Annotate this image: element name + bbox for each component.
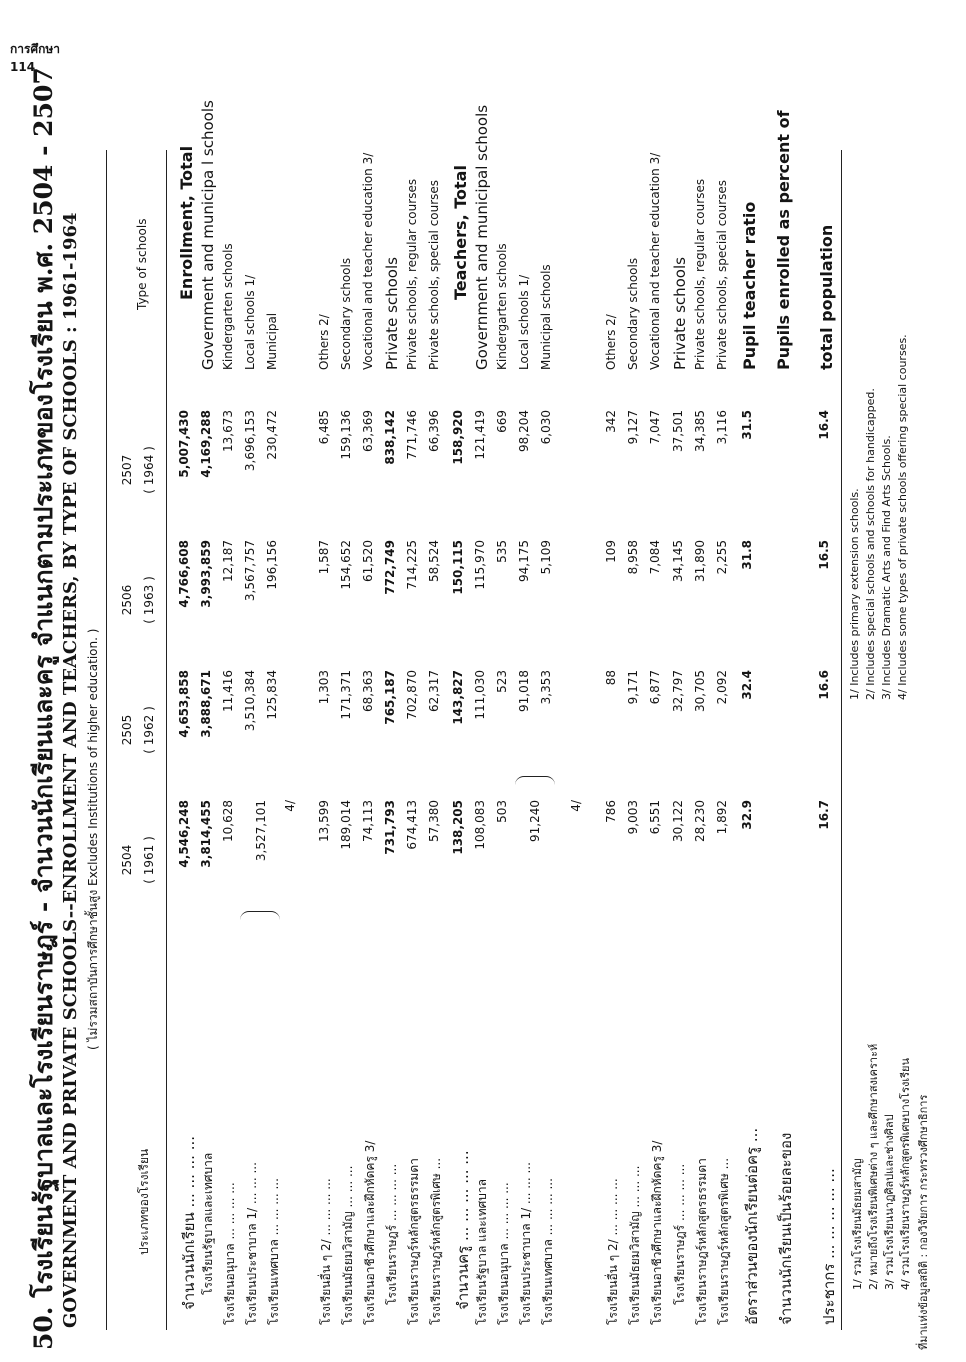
- footnote-english-3: 3/ Includes Dramatic Arts and Find Arts Schools.: [880, 435, 893, 700]
- year-1962-ce: ( 1962 ): [142, 706, 156, 754]
- table-row: [335, 110, 357, 1350]
- value-1961: 3,527,101: [254, 800, 268, 862]
- table-row: [261, 110, 297, 1350]
- value-1961: 74,113: [361, 800, 375, 842]
- table-row: [770, 110, 795, 1350]
- value-1962: 1,303: [317, 670, 331, 705]
- value-1963: 535: [495, 540, 509, 563]
- year-1961-ce: ( 1961 ): [142, 836, 156, 884]
- value-1963: 94,175: [517, 540, 531, 582]
- thai-label: อัตราส่วนของนักเรียนต่อครู ...: [743, 1127, 761, 1325]
- value-1961: 1,892: [715, 800, 729, 835]
- value-1961: 28,230: [693, 800, 707, 842]
- value-1964: 6,485: [317, 410, 331, 445]
- english-label: Private schools, regular courses: [693, 178, 707, 370]
- thai-label: โรงเรียนอาชีวศึกษาและฝึกหัดครู 3/: [363, 1140, 377, 1325]
- value-1961: 4/: [283, 800, 297, 812]
- section-label: การศึกษา: [10, 42, 60, 56]
- english-label: Private schools, special courses: [427, 179, 441, 370]
- bottom-rule: [841, 150, 842, 1330]
- english-label: Secondary schools: [626, 257, 640, 370]
- year-1963-be: 2506: [120, 584, 134, 616]
- value-1961: 4,546,248: [177, 800, 191, 868]
- value-1964: 66,396: [427, 410, 441, 452]
- value-1963: 3,993,859: [199, 540, 213, 608]
- english-label: Pupil teacher ratio: [740, 201, 759, 370]
- value-1961: 10,628: [221, 800, 235, 842]
- value-1961: 32.9: [740, 800, 754, 830]
- table-row: [469, 104, 491, 1350]
- value-1962: 30,705: [693, 670, 707, 712]
- table-row: [447, 110, 472, 1350]
- table-row: [736, 110, 761, 1350]
- table-row: [644, 110, 666, 1350]
- value-1962: 111,030: [473, 670, 487, 720]
- value-1962: 32,797: [671, 670, 685, 712]
- value-1962: 11,416: [221, 670, 235, 712]
- page-number: 114: [10, 60, 36, 74]
- thai-label: จำนวนครู ... ... ... ... ...: [454, 1150, 472, 1310]
- english-label: Local schools 1/: [517, 274, 531, 370]
- value-1961: 4/: [569, 800, 583, 812]
- value-1962: 32.4: [740, 670, 754, 700]
- value-1961: 3,814,455: [199, 800, 213, 868]
- value-1964: 34,385: [693, 410, 707, 452]
- value-1963: 196,156: [265, 540, 279, 590]
- value-1964: 37,501: [671, 410, 685, 452]
- value-1963: 2,255: [715, 540, 729, 575]
- table-row: [813, 110, 838, 1350]
- thai-label: โรงเรียนรัฐบาลและเทศบาล: [201, 1152, 215, 1295]
- value-1962: 91,018: [517, 670, 531, 712]
- rotated-table-page: [18, 67, 948, 1350]
- value-1961: 6,551: [648, 800, 662, 835]
- footnote-thai-1: 1/ รวมโรงเรียนมัธยมสามัญ: [851, 1158, 864, 1290]
- english-label: Government and municipal schools: [473, 104, 491, 370]
- table-row: [313, 110, 335, 1350]
- value-1963: 5,109: [539, 540, 553, 575]
- value-1964: 230,472: [265, 410, 279, 460]
- value-1963: 154,652: [339, 540, 353, 590]
- english-label: Private schools: [671, 257, 689, 370]
- value-1963: 7,084: [648, 540, 662, 575]
- english-label: total population: [817, 224, 836, 370]
- value-1963: 3,567,757: [243, 540, 257, 602]
- value-1962: 62,317: [427, 670, 441, 712]
- value-1964: 3,696,153: [243, 410, 257, 472]
- table-row: [600, 110, 622, 1350]
- value-1961: 16.7: [817, 800, 831, 830]
- value-1962: 6,877: [648, 670, 662, 705]
- row-brace: [515, 776, 555, 785]
- footnote-thai-3: 3/ รวมโรงเรียนนาฏศิลปและช่างศิลป: [883, 1114, 896, 1290]
- thai-label: โรงเรียนเทศบาล ... ... ... ...: [267, 1178, 281, 1325]
- value-1961: 189,014: [339, 800, 353, 850]
- value-1964: 158,920: [451, 410, 465, 465]
- table-row: [622, 110, 644, 1350]
- value-1964: 3,116: [715, 410, 729, 445]
- thai-label: โรงเรียนอนุบาล ... ... ... ...: [497, 1182, 511, 1325]
- english-label: Vocational and teacher education 3/: [648, 152, 662, 370]
- value-1963: 12,187: [221, 540, 235, 582]
- value-1964: 6,030: [539, 410, 553, 445]
- year-1964-be: 2507: [120, 454, 134, 486]
- value-1964: 13,673: [221, 410, 235, 452]
- value-1962: 523: [495, 670, 509, 693]
- row-brace: [240, 911, 280, 920]
- value-1964: 771,746: [405, 410, 419, 460]
- value-1962: 68,363: [361, 670, 375, 712]
- value-1963: 61,520: [361, 540, 375, 582]
- english-label: Teachers, Total: [451, 165, 470, 300]
- english-label: Local schools 1/: [243, 274, 257, 370]
- table-row: [689, 110, 711, 1350]
- thai-label: โรงเรียนมัธยมวิสามัญ ... ... ...: [628, 1165, 642, 1325]
- value-1962: 4,653,858: [177, 670, 191, 738]
- value-1961: 503: [495, 800, 509, 823]
- year-1964-ce: ( 1964 ): [142, 446, 156, 494]
- value-1964: 342: [604, 410, 618, 433]
- thai-label: โรงเรียนราษฎร์หลักสูตรพิเศษ ...: [429, 1157, 443, 1325]
- thai-label: โรงเรียนราษฎร์หลักสูตรธรรมดา: [695, 1158, 709, 1325]
- table-row: [401, 110, 423, 1350]
- english-label: Kindergarten schools: [221, 243, 235, 370]
- table-row: [491, 110, 513, 1350]
- value-1964: 669: [495, 410, 509, 433]
- footnote-thai-2: 2/ หมายถึงโรงเรียนพิเศษต่าง ๆ และศึกษาสงเคราะห์: [867, 1043, 880, 1290]
- value-1962: 3,888,671: [199, 670, 213, 738]
- thai-label: ประชากร ... ... ... ... ...: [820, 1168, 838, 1325]
- value-1964: 5,007,430: [177, 410, 191, 478]
- table-row: [217, 110, 239, 1350]
- table-row: [711, 110, 733, 1350]
- table-title-english: GOVERNMENT AND PRIVATE SCHOOLS--ENROLLMENT AND TEACHERS, BY TYPE OF SCHOOLS : 1961-1964: [60, 212, 81, 1328]
- table-note: ( ไม่รวมสถาบันการศึกษาชั้นสูง Excludes Institutions of higher education. ): [86, 628, 100, 1050]
- value-1961: 786: [604, 800, 618, 823]
- value-1963: 4,766,608: [177, 540, 191, 608]
- thai-label: จำนวนนักเรียน ... ... ... ...: [180, 1136, 198, 1310]
- footnote-thai-4: 4/ รวมโรงเรียนราษฎร์หลักสูตรพิเศษบางโรงเรียน: [899, 1058, 912, 1290]
- value-1962: 171,371: [339, 670, 353, 720]
- source-note: ที่มาแห่งข้อมูลสถิติ : กองวิจัยการ กระทรวงศึกษาธิการ: [917, 1094, 930, 1350]
- year-1962-be: 2505: [120, 714, 134, 746]
- value-1963: 31.8: [740, 540, 754, 570]
- thai-label: โรงเรียนอนุบาล ... ... ... ...: [223, 1182, 237, 1325]
- value-1961: 674,413: [405, 800, 419, 850]
- english-label: Pupils enrolled as percent of: [774, 110, 793, 370]
- thai-label: โรงเรียนราษฎร์ ... ... ... ...: [673, 1163, 687, 1305]
- value-1963: 34,145: [671, 540, 685, 582]
- value-1964: 159,136: [339, 410, 353, 460]
- thai-label: โรงเรียนราษฎร์หลักสูตรพิเศษ ...: [717, 1157, 731, 1325]
- english-label: Municipal schools: [539, 264, 553, 370]
- thai-label: โรงเรียนมัธยมวิสามัญ ... ... ...: [341, 1165, 355, 1325]
- value-1964: 121,419: [473, 410, 487, 460]
- table-row: [239, 110, 268, 1350]
- table-row: [423, 110, 445, 1350]
- table-row: [195, 100, 217, 1350]
- english-label: Municipal: [265, 312, 279, 370]
- header-rule: [166, 150, 167, 1330]
- english-label: Others 2/: [317, 314, 331, 370]
- table-row: [667, 110, 689, 1350]
- value-1963: 16.5: [817, 540, 831, 570]
- table-row: [513, 110, 542, 1350]
- value-1963: 115,970: [473, 540, 487, 590]
- english-label: Private schools, special courses: [715, 179, 729, 370]
- english-label: Secondary schools: [339, 257, 353, 370]
- thai-label: โรงเรียนประชาบาล 1/ ... ... ...: [245, 1162, 259, 1325]
- value-1963: 58,524: [427, 540, 441, 582]
- thai-label: โรงเรียนอื่น ๆ 2/ ... ... ... ...: [319, 1178, 333, 1325]
- english-label: Government and municipa l schools: [199, 100, 217, 370]
- thai-label: จำนวนนักเรียนเป็นร้อยละของ: [777, 1132, 795, 1325]
- value-1963: 1,587: [317, 540, 331, 575]
- value-1962: 3,353: [539, 670, 553, 705]
- value-1964: 9,127: [626, 410, 640, 445]
- value-1964: 31.5: [740, 410, 754, 440]
- footnote-english-2: 2/ Includes special schools and schools for handicapped.: [864, 388, 877, 700]
- value-1963: 31,890: [693, 540, 707, 582]
- value-1964: 63,369: [361, 410, 375, 452]
- thai-type-header: ประเภทของโรงเรียน: [137, 1148, 151, 1255]
- table-row: [173, 110, 198, 1350]
- value-1962: 125,834: [265, 670, 279, 720]
- value-1961: 57,380: [427, 800, 441, 842]
- english-label: Kindergarten schools: [495, 243, 509, 370]
- value-1963: 714,225: [405, 540, 419, 590]
- year-1963-ce: ( 1963 ): [142, 576, 156, 624]
- value-1964: 4,169,288: [199, 410, 213, 478]
- english-label: Enrollment, Total: [177, 145, 196, 300]
- value-1964: 16.4: [817, 410, 831, 440]
- value-1961: 9,003: [626, 800, 640, 835]
- table-row: [535, 110, 583, 1350]
- value-1963: 150,115: [451, 540, 465, 595]
- value-1964: 7,047: [648, 410, 662, 445]
- value-1962: 9,171: [626, 670, 640, 705]
- value-1961: 731,793: [383, 800, 397, 855]
- value-1964: 98,204: [517, 410, 531, 452]
- table-title-thai: 50. โรงเรียนรัฐบาลและโรงเรียนราษฎร์ - จำนวนนักเรียนและครู จำแนกตามประเภทของโรงเรียน พ.ศ. 2504 - 2507: [29, 67, 58, 1350]
- english-label: Private schools, regular courses: [405, 178, 419, 370]
- table-row: [379, 110, 401, 1350]
- value-1963: 8,958: [626, 540, 640, 575]
- value-1962: 765,187: [383, 670, 397, 725]
- thai-label: โรงเรียนอาชีวศึกษาและฝึกหัดครู 3/: [650, 1140, 664, 1325]
- value-1961: 108,083: [473, 800, 487, 850]
- top-rule: [106, 150, 107, 1330]
- value-1962: 16.6: [817, 670, 831, 700]
- footnote-english-1: 1/ Includes primary extension schools.: [848, 488, 861, 700]
- value-1962: 702,870: [405, 670, 419, 720]
- value-1961: 30,122: [671, 800, 685, 842]
- value-1962: 143,827: [451, 670, 465, 725]
- value-1961: 13,599: [317, 800, 331, 842]
- value-1961: 138,205: [451, 800, 465, 855]
- value-1963: 772,749: [383, 540, 397, 595]
- thai-label: โรงเรียนเทศบาล ... ... ... ...: [541, 1178, 555, 1325]
- year-1961-be: 2504: [120, 844, 134, 876]
- value-1961: 91,240: [528, 800, 542, 842]
- value-1962: 2,092: [715, 670, 729, 705]
- value-1962: 88: [604, 670, 618, 686]
- thai-label: โรงเรียนประชาบาล 1/ ... ... ...: [519, 1162, 533, 1325]
- thai-label: โรงเรียนราษฎร์หลักสูตรธรรมดา: [407, 1158, 421, 1325]
- value-1963: 109: [604, 540, 618, 563]
- value-1964: 838,142: [383, 410, 397, 465]
- english-label: Vocational and teacher education 3/: [361, 152, 375, 370]
- footnote-english-4: 4/ Includes some types of private schools offering special courses.: [896, 334, 909, 700]
- thai-label: โรงเรียนอื่น ๆ 2/ ... ... ... ...: [606, 1178, 620, 1325]
- english-type-header: Type of schools: [135, 218, 149, 310]
- value-1962: 3,510,384: [243, 670, 257, 732]
- thai-label: โรงเรียนรัฐบาล และเทศบาล: [475, 1179, 489, 1325]
- thai-label: โรงเรียนราษฎร์ ... ... ... ...: [385, 1163, 399, 1305]
- english-label: Private schools: [383, 257, 401, 370]
- table-row: [357, 110, 379, 1350]
- english-label: Others 2/: [604, 314, 618, 370]
